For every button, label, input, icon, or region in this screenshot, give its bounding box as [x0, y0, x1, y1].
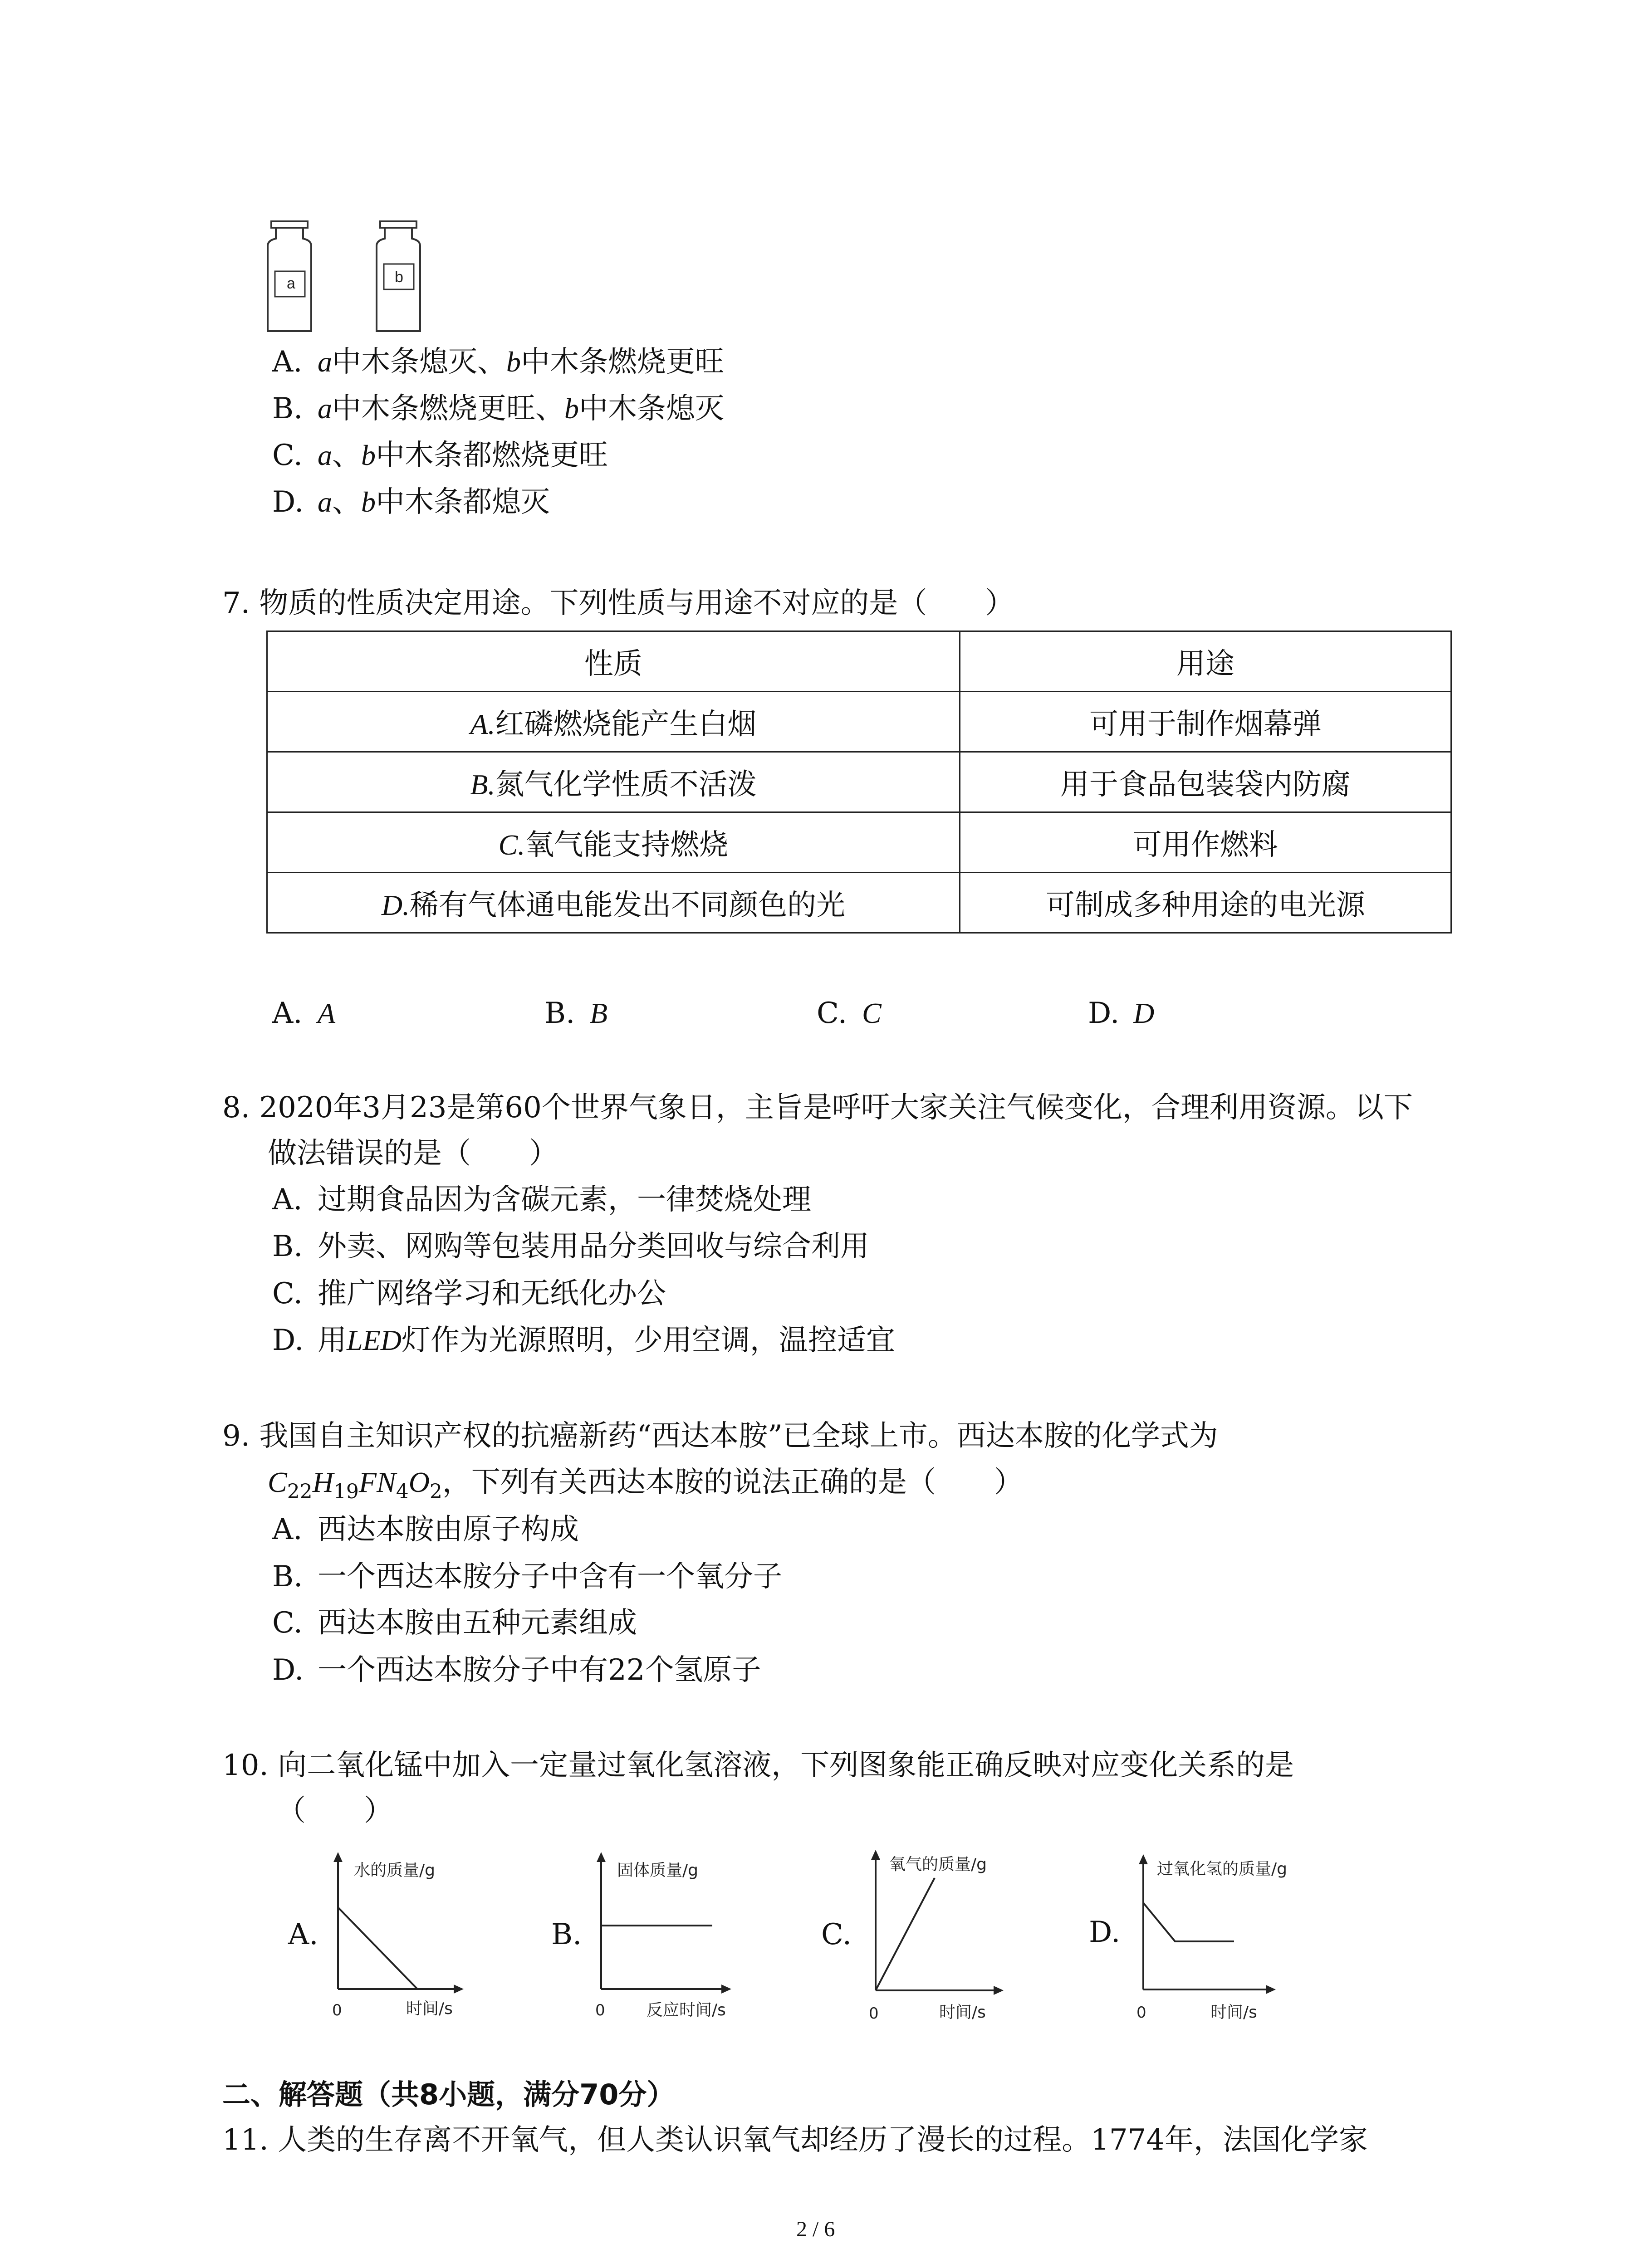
- property-cell: D.稀有气体通电能发出不同颜色的光: [267, 873, 960, 933]
- graph-option-label: C.: [821, 1918, 852, 1951]
- table-row: [267, 812, 1451, 873]
- y-axis-arrow: [597, 1852, 606, 1862]
- q6-option-c[interactable]: C. a、b中木条都燃烧更旺: [272, 439, 608, 472]
- q10-graph-b[interactable]: [544, 1848, 762, 2030]
- y-axis-label: 固体质量/g: [617, 1861, 698, 1880]
- table-row: [267, 752, 1451, 812]
- use-cell: 用于食品包装袋内防腐: [960, 752, 1451, 812]
- q11-stem-line1: 11. 人类的生存离不开氧气，但人类认识氧气却经历了漫长的过程。1774年，法国化学家: [222, 2123, 1368, 2157]
- x-axis-arrow: [1266, 1985, 1276, 1994]
- q8-option-a[interactable]: A. 过期食品因为含碳元素，一律焚烧处理: [272, 1183, 811, 1217]
- q8-option-b[interactable]: B. 外卖、网购等包装用品分类回收与综合利用: [272, 1230, 869, 1263]
- q8-option-d[interactable]: D. 用LED灯作为光源照明，少用空调，温控适宜: [272, 1324, 895, 1357]
- graph-option-label: D.: [1089, 1916, 1121, 1949]
- table-header-row: [267, 631, 1451, 692]
- q7-option-c[interactable]: C. C: [817, 997, 882, 1030]
- table-row: [267, 873, 1451, 933]
- x-axis-label: 反应时间/s: [647, 2001, 726, 2019]
- q7-stem: 7. 物质的性质决定用途。下列性质与用途不对应的是（ ）: [222, 587, 1014, 620]
- q7-option-a[interactable]: A. A: [272, 997, 336, 1030]
- q8-stem-line1: 8. 2020年3月23是第60个世界气象日，主旨是呼吁大家关注气候变化，合理利用资源。以下: [222, 1091, 1413, 1124]
- x-axis-label: 时间/s: [406, 1999, 453, 2018]
- origin-label: 0: [869, 2004, 879, 2023]
- bottle-a-label: a: [287, 275, 295, 292]
- q10-stem-line1: 10. 向二氧化锰中加入一定量过氧化氢溶液，下列图象能正确反映对应变化关系的是: [222, 1749, 1294, 1782]
- q10-graph-a[interactable]: [281, 1848, 490, 2030]
- y-axis-arrow: [871, 1850, 880, 1860]
- chemical-formula: $C_{22}H_{19}FN_4O_2$: [268, 1466, 442, 1503]
- page-number: 2 / 6: [796, 2217, 835, 2241]
- y-axis-label: 过氧化氢的质量/g: [1157, 1860, 1287, 1878]
- use-cell: 可制成多种用途的电光源: [960, 873, 1451, 933]
- q6-option-b[interactable]: B. a中木条燃烧更旺、b中木条熄灭: [272, 392, 724, 425]
- q10-graph-c[interactable]: [817, 1842, 1034, 2032]
- y-axis-arrow: [333, 1852, 343, 1862]
- property-cell: B.氮气化学性质不活泼: [267, 752, 960, 812]
- q7-property-table: [266, 631, 1452, 934]
- x-axis-arrow: [721, 1984, 731, 1994]
- q8-option-c[interactable]: C. 推广网络学习和无纸化办公: [272, 1277, 666, 1310]
- origin-label: 0: [595, 2001, 605, 2019]
- gas-bottles-figure: [263, 218, 454, 336]
- curve: [876, 1878, 935, 1990]
- q9-option-a[interactable]: A. 西达本胺由原子构成: [272, 1513, 579, 1546]
- graph-option-label: A.: [288, 1918, 318, 1951]
- y-axis-label: 水的质量/g: [354, 1861, 435, 1880]
- q8-stem-line2: 做法错误的是（ ）: [268, 1137, 558, 1170]
- use-cell: 可用于制作烟幕弹: [960, 692, 1451, 752]
- q7-option-b[interactable]: B. B: [544, 997, 608, 1030]
- curve: [338, 1907, 417, 1989]
- section-heading: 二、解答题（共8小题，满分70分）: [222, 2078, 675, 2111]
- q6-option-d[interactable]: D. a、b中木条都熄灭: [272, 485, 550, 519]
- q9-option-c[interactable]: C. 西达本胺由五种元素组成: [272, 1606, 637, 1640]
- x-axis-label: 时间/s: [939, 2003, 986, 2022]
- bottle-b-label: b: [395, 269, 403, 286]
- q9-stem-line2: $C_{22}H_{19}FN_4O_2$，下列有关西达本胺的说法正确的是（ ）: [268, 1466, 1023, 1503]
- graph-option-label: B.: [551, 1918, 582, 1951]
- q9-option-b[interactable]: B. 一个西达本胺分子中含有一个氧分子: [272, 1560, 782, 1593]
- curve: [1143, 1903, 1234, 1941]
- origin-label: 0: [332, 2001, 342, 2019]
- property-cell: A.红磷燃烧能产生白烟: [267, 692, 960, 752]
- q10-stem-line2: （ ）: [277, 1794, 393, 1828]
- table-header-property: 性质: [267, 631, 960, 692]
- q9-option-d[interactable]: D. 一个西达本胺分子中有22个氢原子: [272, 1653, 761, 1687]
- x-axis-label: 时间/s: [1210, 2003, 1257, 2022]
- q6-option-a[interactable]: A. a中木条熄灭、b中木条燃烧更旺: [272, 345, 724, 379]
- q10-graph-d[interactable]: [1084, 1846, 1320, 2032]
- table-header-use: 用途: [960, 631, 1451, 692]
- x-axis-arrow: [994, 1986, 1004, 1995]
- property-cell: C.氧气能支持燃烧: [267, 812, 960, 873]
- use-cell: 可用作燃料: [960, 812, 1451, 873]
- y-axis-arrow: [1139, 1854, 1148, 1864]
- q9-stem-line1: 9. 我国自主知识产权的抗癌新药“西达本胺”已全球上市。西达本胺的化学式为: [222, 1419, 1218, 1453]
- origin-label: 0: [1136, 2004, 1146, 2022]
- table-row: [267, 692, 1451, 752]
- q7-option-d[interactable]: D. D: [1088, 997, 1155, 1030]
- x-axis-arrow: [454, 1984, 464, 1994]
- y-axis-label: 氧气的质量/g: [889, 1855, 987, 1874]
